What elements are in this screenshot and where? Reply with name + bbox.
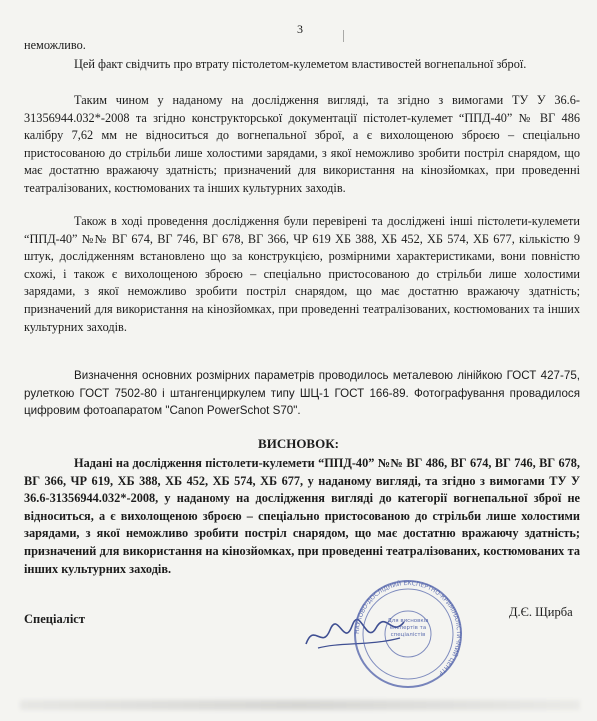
conclusion-text: Надані на дослідження пістолети-кулемети “ППД-40” №№ ВГ 486, ВГ 674, ВГ 746, ВГ 678, ВГ 366, ЧР 619, ХБ 388, ХБ 452, ХБ 574, ХБ 677, у наданому вигляді, та згідно з вимогами ТУ У 36.6-31356944.032*-2008, у наданому на дослідження вигляді до категорії вогнепальної зброї не відноситься, а є вихолощеною зброєю – спеціально пристосованою до стрільби лише холостими зарядами, з якої неможливо зробити постріл снарядом, що має достатню вражаючу здатність; призначений для використання на кінозйомках, при проведенні театралізованих, костюмованих та інших культурних заходів. <box>24 456 580 576</box>
paragraph-measurements: Визначення основних розмірних параметрів проводилось металевою лінійкою ГОСТ 427-75, рулеткою ГОСТ 7502-80 і штангенциркулем типу ШЦ-1 ГОСТ 166-89. Фотографування провадилося цифровим фотоапаратом "Canon PowerSchot S70". <box>24 369 580 418</box>
scan-bottom-artifact <box>20 700 580 710</box>
conclusion-heading: ВИСНОВОК: <box>258 436 339 451</box>
paragraph-fact: Цей факт свідчить про втрату пістолетом-кулеметом властивостей вогнепальної зброї. <box>74 57 527 71</box>
paragraph-continuation: неможливо. <box>24 38 86 52</box>
official-stamp <box>352 578 464 690</box>
stamp-ring-text: НАУКОВО-ДОСЛІДНИЙ ЕКСПЕРТНО-КРИМІНАЛІСТИЧНИЙ ЦЕНТР <box>353 579 463 677</box>
stamp-inner-text: Для висновків експертів та спеціалістів <box>387 618 429 638</box>
signer-name: Д.Є. Щирба <box>509 605 573 619</box>
specialist-label: Спеціаліст <box>24 612 85 626</box>
paragraph-other-items: Також в ході проведення дослідження були перевірені та досліджені інші пістолети-кулемети “ППД-40” №№ ВГ 674, ВГ 746, ВГ 678, ВГ 366, ЧР 619 ХБ 388, ХБ 452, ХБ 574, ХБ 677, кількістю 9 штук, дослідженням встановлено що за конструкцією, розмірними характеристиками, вони повністю схожі, і також є вихолощеною зброєю – спеціально пристосованою до стрільби лише холостими зарядами, з якої неможливо зробити постріл снарядом, що має достатню вражаючу здатність; призначений для використання на кінозйомках, при проведенні театралізованих, костюмованих та інших культурних заходів. <box>24 214 580 334</box>
paragraph-conclusion-main: Таким чином у наданому на дослідження вигляді, та згідно з вимогами ТУ У 36.6-31356944.032*-2008 та згідно конструкторської документації пістолет-кулемет “ППД-40” № ВГ 486 калібру 7,62 мм не відноситься до вогнепальної зброї, а є вихолощеною зброєю – спеціально пристосованою до стрільби лише холостими зарядами, з якої неможливо зробити постріл снарядом, що має достатню вражаючу здатність; призначений для використання на кінозйомках, при проведенні театралізованих, костюмованих та інших культурних заходів. <box>24 93 580 195</box>
page-number: 3 <box>297 22 303 36</box>
